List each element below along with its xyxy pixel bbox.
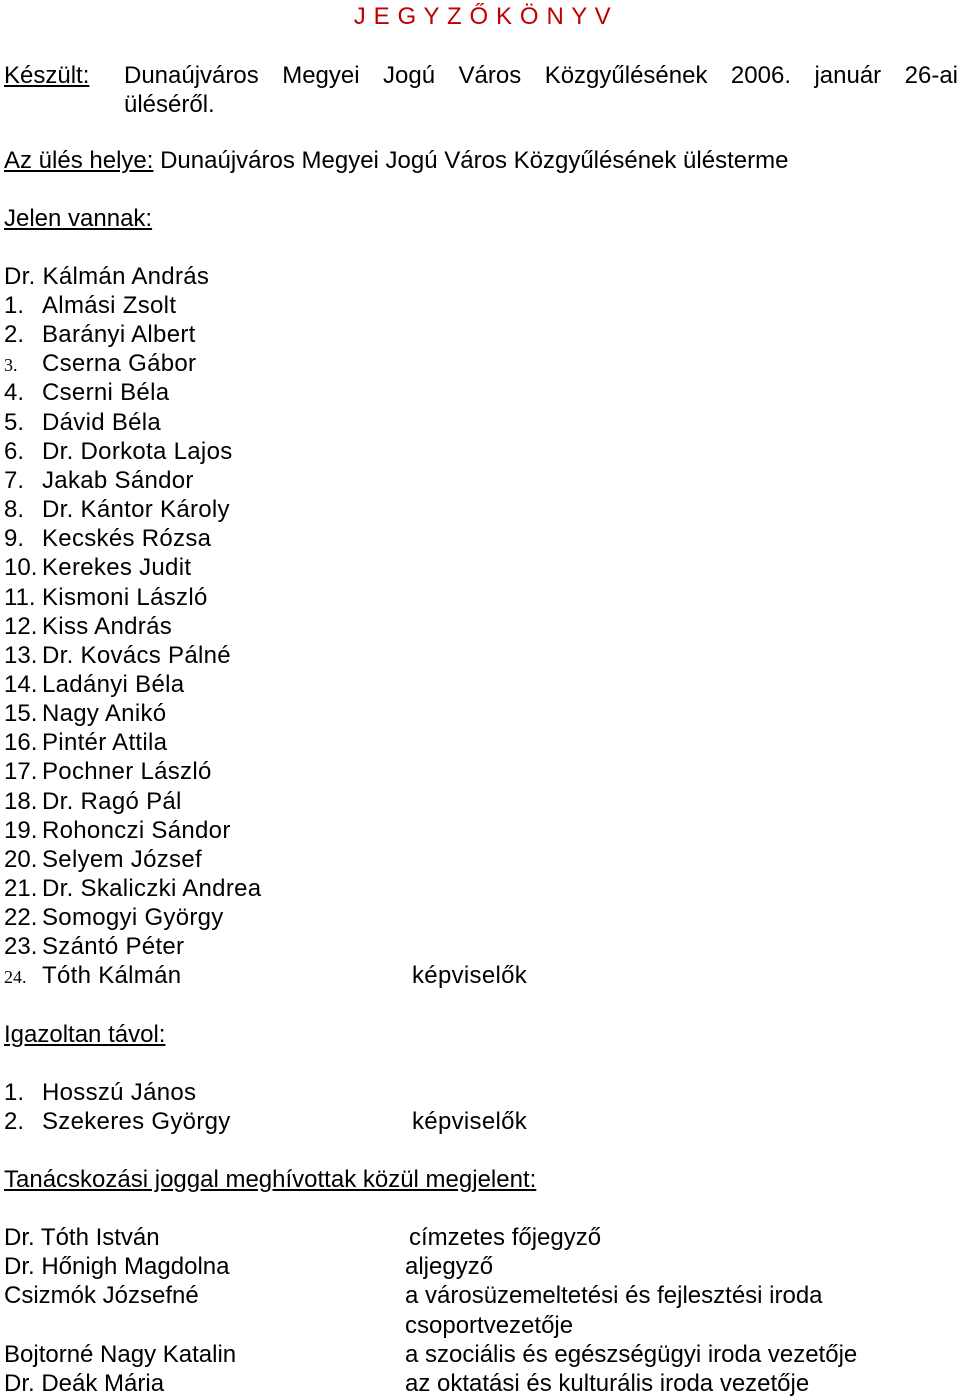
list-item bbox=[4, 437, 233, 466]
list-item-name: Pintér Attila bbox=[42, 729, 168, 757]
list-item bbox=[4, 1107, 231, 1136]
list-item-number: 10. bbox=[4, 554, 38, 582]
list-item bbox=[4, 932, 184, 961]
list-item-name: Dr. Kántor Károly bbox=[42, 496, 230, 524]
list-item bbox=[4, 495, 230, 524]
list-item bbox=[4, 291, 176, 320]
venue-label: Az ülés helye: bbox=[4, 147, 154, 174]
list-item-name: Dr. Dorkota Lajos bbox=[42, 437, 233, 465]
list-item-name: Kismoni László bbox=[42, 583, 208, 611]
list-item-number: 16. bbox=[4, 729, 38, 757]
list-item-number: 14. bbox=[4, 670, 38, 698]
list-item-number: 11. bbox=[4, 583, 36, 611]
list-item bbox=[4, 874, 261, 903]
list-item-name: Ladányi Béla bbox=[42, 670, 185, 698]
list-item-number: 20. bbox=[4, 845, 38, 873]
invited-role: aljegyző bbox=[405, 1253, 494, 1281]
list-item-name: Jakab Sándor bbox=[42, 466, 194, 494]
invited-role: a városüzemeltetési és fejlesztési iroda bbox=[405, 1282, 823, 1310]
venue-line bbox=[4, 146, 788, 175]
list-item-number: 15. bbox=[4, 700, 38, 728]
list-item-number: 19. bbox=[4, 816, 38, 844]
list-item-name: Dávid Béla bbox=[42, 408, 162, 436]
invited-role: csoportvezetője bbox=[405, 1311, 574, 1339]
list-item-name: Almási Zsolt bbox=[42, 292, 177, 319]
list-item-number: 7. bbox=[4, 466, 25, 494]
list-item bbox=[4, 378, 169, 407]
invited-name: Dr. Deák Mária bbox=[4, 1370, 165, 1397]
list-item-number: 6. bbox=[4, 437, 25, 465]
list-item bbox=[4, 787, 182, 816]
absent-role: képviselők bbox=[412, 1108, 528, 1135]
list-item-name: Szekeres György bbox=[42, 1108, 231, 1135]
list-item bbox=[4, 583, 208, 612]
invited-name: Dr. Tóth István bbox=[4, 1224, 160, 1251]
list-item-number: 12. bbox=[4, 612, 38, 640]
list-item-name: Dr. Ragó Pál bbox=[42, 787, 182, 815]
list-item bbox=[4, 612, 172, 641]
list-item-name: Dr. Kovács Pálné bbox=[42, 641, 231, 669]
list-item-name: Somogyi György bbox=[42, 904, 224, 932]
venue-value: Dunaújváros Megyei Jogú Város Közgyűlésének ülésterme bbox=[160, 147, 789, 174]
list-item-name: Kerekes Judit bbox=[42, 554, 192, 582]
list-item-name: Selyem József bbox=[42, 845, 202, 873]
list-item-number: 1. bbox=[4, 1079, 25, 1106]
list-item-number: 1. bbox=[4, 292, 25, 319]
absent-heading: Igazoltan távol: bbox=[4, 1021, 166, 1048]
list-item-name: Kecskés Rózsa bbox=[42, 525, 212, 553]
members-role: képviselők bbox=[412, 962, 528, 989]
list-item-name: Cserni Béla bbox=[42, 379, 170, 407]
list-item-name: Tóth Kálmán bbox=[42, 962, 182, 990]
chair-name: Dr. Kálmán András bbox=[4, 263, 210, 290]
list-item-number: 2. bbox=[4, 321, 25, 349]
list-item-number: 22. bbox=[4, 904, 38, 932]
list-item bbox=[4, 757, 212, 786]
list-item bbox=[4, 728, 167, 757]
list-item bbox=[4, 466, 194, 495]
list-item bbox=[4, 349, 196, 380]
list-item bbox=[4, 553, 191, 582]
invited-name: Csizmók Józsefné bbox=[4, 1282, 199, 1310]
list-item-name: Cserna Gábor bbox=[42, 350, 197, 378]
list-item bbox=[4, 670, 184, 699]
list-item bbox=[4, 408, 161, 437]
present-heading: Jelen vannak: bbox=[4, 205, 153, 232]
invited-name: Dr. Hőnigh Magdolna bbox=[4, 1253, 230, 1281]
list-item-number: 5. bbox=[4, 408, 25, 436]
list-item-number: 4. bbox=[4, 379, 25, 407]
list-item-name: Hosszú János bbox=[42, 1079, 197, 1106]
list-item-name: Kiss András bbox=[42, 612, 173, 640]
list-item-name: Dr. Skaliczki Andrea bbox=[42, 875, 262, 902]
prepared-line-2: üléséről. bbox=[124, 91, 215, 118]
list-item bbox=[4, 320, 196, 349]
list-item bbox=[4, 699, 166, 728]
list-item bbox=[4, 903, 224, 932]
list-item-number: 21. bbox=[4, 875, 38, 902]
prepared-section bbox=[4, 61, 958, 119]
list-item-number: 17. bbox=[4, 758, 38, 786]
list-item-number: 13. bbox=[4, 641, 38, 669]
list-item-name: Nagy Anikó bbox=[42, 700, 167, 728]
list-item-name: Barányi Albert bbox=[42, 321, 196, 349]
list-item-number: 8. bbox=[4, 496, 25, 524]
prepared-line-1: Dunaújváros Megyei Jogú Város Közgyűlésének 2006. január 26-ai bbox=[124, 62, 958, 89]
list-item bbox=[4, 845, 202, 874]
list-item bbox=[4, 641, 231, 670]
list-item bbox=[4, 961, 181, 992]
list-item bbox=[4, 816, 231, 845]
list-item-name: Szántó Péter bbox=[42, 933, 185, 961]
list-item-number: 9. bbox=[4, 525, 25, 553]
prepared-label: Készült: bbox=[4, 62, 90, 89]
list-item-name: Rohonczi Sándor bbox=[42, 816, 231, 844]
invited-heading: Tanácskozási joggal meghívottak közül megjelent: bbox=[4, 1166, 537, 1193]
list-item-number: 3. bbox=[4, 355, 18, 376]
invited-name: Bojtorné Nagy Katalin bbox=[4, 1340, 237, 1368]
list-item-number: 23. bbox=[4, 933, 38, 961]
list-item bbox=[4, 524, 211, 553]
list-item-name: Pochner László bbox=[42, 758, 212, 786]
invited-role: a szociális és egészségügyi iroda vezetője bbox=[405, 1340, 858, 1368]
document-title: J E G Y Z Ő K Ö N Y V bbox=[353, 3, 612, 30]
list-item bbox=[4, 1078, 196, 1107]
list-item-number: 2. bbox=[4, 1108, 25, 1135]
invited-role: az oktatási és kulturális iroda vezetője bbox=[405, 1370, 810, 1397]
list-item-number: 18. bbox=[4, 787, 38, 815]
list-item-number: 24. bbox=[4, 967, 27, 988]
invited-role: címzetes főjegyző bbox=[409, 1224, 602, 1251]
